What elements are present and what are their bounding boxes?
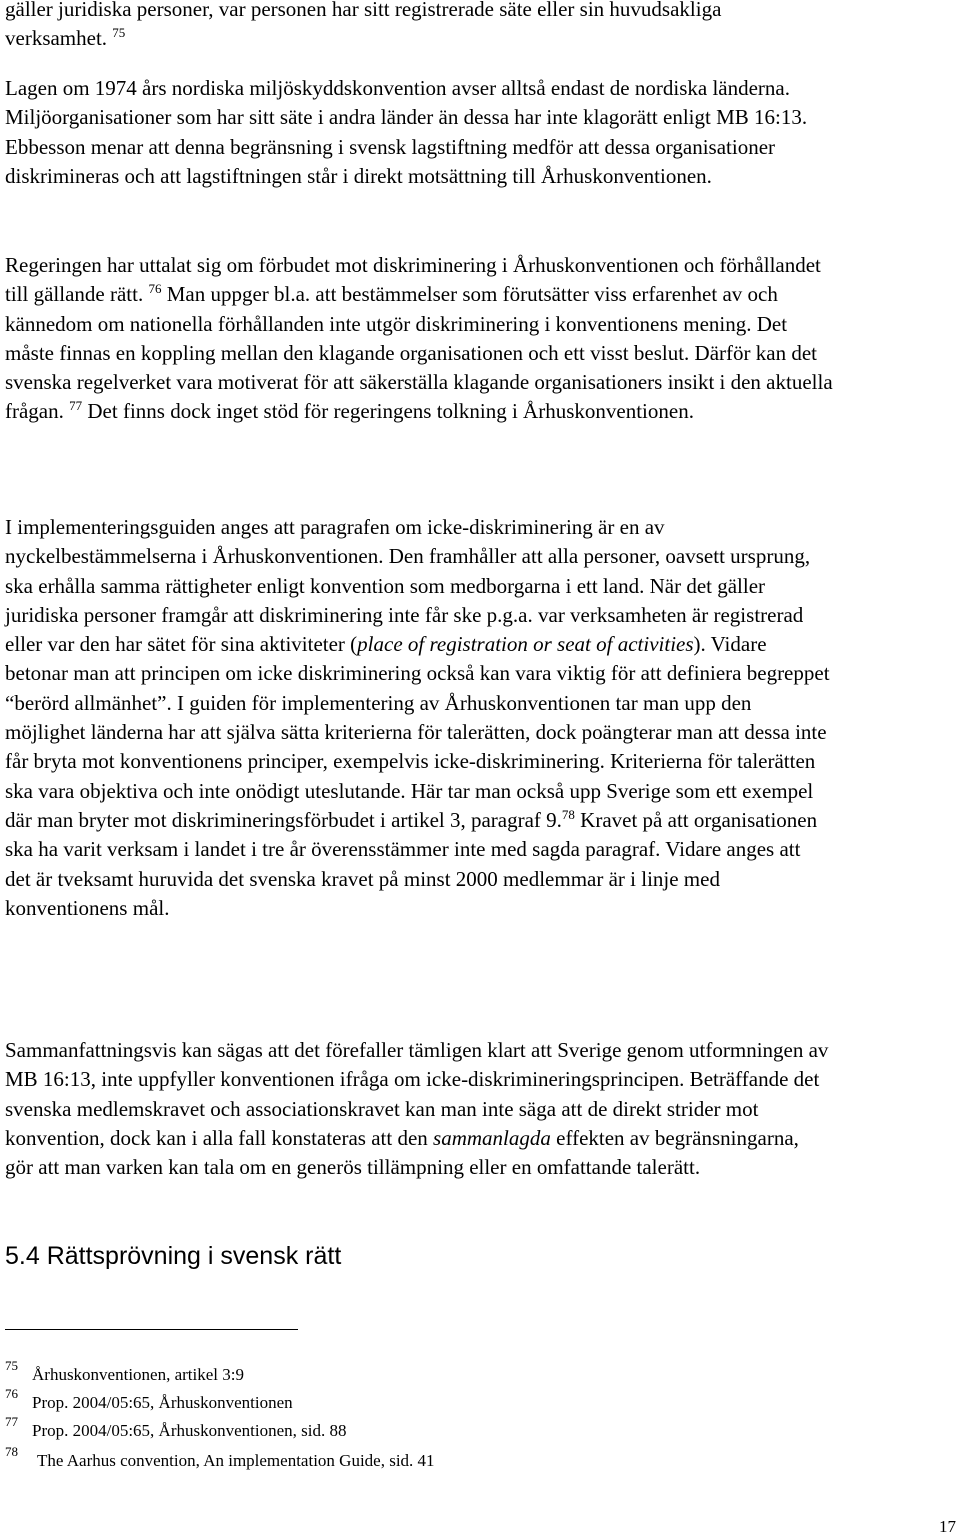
text-run: Lagen om 1974 års nordiska miljöskyddskonvention avser alltså endast de nordiska länderna. Miljöorganisationer som har sitt säte i andra länder än dessa har inte klagorätt enligt MB 16:13. Ebbesson menar att denna begränsning i svensk lagstiftning medför att dessa organisationer diskrimineras och att lagstiftningen står i direkt motsättning till Århuskonventionen. [5,76,808,188]
text-run: Sammanfattningsvis kan sägas att det förefaller tämligen klart att Sverige genom utformningen av MB 16:13, inte uppfyller konventionen ifråga om icke-diskrimineringsprincipen. Beträffande det svenska medlemskravet och associationskravet kan man inte säga att de direkt strider mot konvention, dock kan i alla fall konstateras att den [5,1038,829,1150]
footnote-text: The Aarhus convention, An implementation Guide, sid. 41 [37,1451,435,1470]
text-run: Regeringen har uttalat sig om förbudet mot diskriminering i Århuskonventionen och förhållandet till gällande rätt. [5,253,821,307]
paragraph-5 [5,1036,830,1182]
footnote-reference: 78 [561,806,575,822]
text-run: Kravet på att organisationen ska ha varit verksam i landet i tre år överensstämmer inte med sagda paragraf. Vidare anges att det är tveksamt huruvida det svenska kravet på minst 2000 medlemmar är i linje med konventionens mål. [5,807,818,920]
text-run: I implementeringsguiden anges att paragrafen om icke-diskriminering är en av nyckelbestämmelserna i Århuskonventionen. Den framhåller att alla personer, oavsett ursprung, ska erhålla samma rättigheter enligt konvention som medborgarna i ett land. När det gäller juridiska personer framgår att diskriminering inte får ske p.g.a. var verksamheten är registrerad eller var den har sätet för sina aktiviteter ( [5,515,811,657]
paragraph-4 [5,513,830,923]
footnote-number: 75 [5,1358,18,1373]
footnote-number: 76 [5,1386,18,1401]
paragraph-1 [5,0,805,54]
text-run: Det finns dock inget stöd för regeringens tolkning i Århuskonventionen. [82,399,694,424]
section-heading: 5.4 Rättsprövning i svensk rätt [5,1242,342,1270]
footnote-reference: 76 [148,281,162,297]
italic-text: place of registration or seat of activities [357,632,694,657]
page-number: 17 [939,1517,956,1536]
footnote-separator [5,1329,298,1330]
footnote-number: 78 [5,1444,18,1459]
text-run: gäller juridiska personer, var personen har sitt registrerade säte eller sin huvudsakliga verksamhet. [5,0,722,51]
footnote-number: 77 [5,1414,18,1429]
footnote-reference: 77 [69,398,83,414]
paragraph-2 [5,74,850,191]
paragraph-3 [5,251,835,427]
text-run: ). Vidare betonar man att principen om icke diskriminering också kan vara viktig för att definiera begreppet “berörd allmänhet”. I guiden för implementering av Århuskonventionen tar man upp den möjlighet länderna har att själva sätta kriterierna för talerätten, dock poängterar man att dessa inte får bryta mot konventionens principer, exempelvis icke-diskriminering. Kriterierna för talerätten ska vara objektiva och inte onödigt uteslutande. Här tar man också upp Sverige som ett exempel där man bryter mot diskrimineringsförbudet i artikel 3, paragraf 9. [5,632,830,832]
text-run: effekten av begränsningarna, gör att man varken kan tala om en generös tillämpning eller en omfattande talerätt. [5,1125,799,1180]
footnote-text: Prop. 2004/05:65, Århuskonventionen [32,1393,293,1412]
footnote-text: Århuskonventionen, artikel 3:9 [32,1365,244,1384]
italic-text: sammanlagda [433,1125,551,1150]
footnote-reference: 75 [112,25,126,41]
text-run: Man uppger bl.a. att bestämmelser som förutsätter viss erfarenhet av och kännedom om nationella förhållanden inte utgör diskriminering i konventionens mening. Det måste finnas en koppling mellan den klagande organisationen och ett visst beslut. Därför kan det svenska regelverket vara motiverat för att säkerställa klagande organisationers insikt i den aktuella frågan. [5,282,833,424]
footnote-text: Prop. 2004/05:65, Århuskonventionen, sid. 88 [32,1421,347,1440]
